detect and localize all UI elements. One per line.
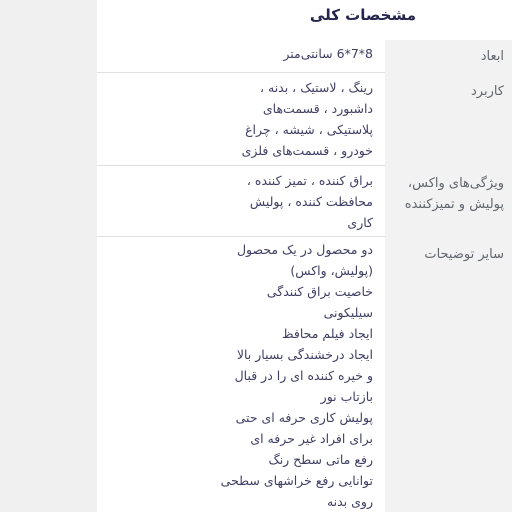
spec-row-usage bbox=[97, 73, 512, 166]
section-title: مشخصات کلی bbox=[309, 6, 416, 24]
spec-label: کاربرد bbox=[470, 84, 504, 99]
spec-label-cell bbox=[385, 40, 512, 73]
page-background-strip bbox=[0, 0, 97, 512]
spec-value-line: ایجاد فیلم محافظ bbox=[282, 326, 373, 341]
spec-value-line: رفع ماتی سطح رنگ bbox=[268, 452, 373, 467]
spec-label-cell bbox=[385, 166, 512, 237]
spec-value-cell bbox=[97, 73, 385, 166]
spec-label: ویژگی‌های واکس، bbox=[407, 176, 504, 191]
spec-label-cell bbox=[385, 73, 512, 166]
spec-value-line: سیلیکونی bbox=[323, 305, 373, 320]
spec-row-other-notes bbox=[97, 237, 512, 512]
spec-row-features bbox=[97, 166, 512, 237]
general-specs-panel bbox=[97, 0, 512, 512]
spec-value-cell bbox=[97, 237, 385, 512]
spec-label: سایر توضیحات bbox=[424, 247, 504, 262]
spec-label: پولیش و تمیزکننده bbox=[404, 197, 504, 212]
spec-label: ابعاد bbox=[480, 49, 504, 64]
spec-value-line: خودرو ، قسمت‌های فلزی bbox=[241, 143, 373, 158]
spec-value-line: (پولیش، واکس) bbox=[290, 263, 373, 278]
spec-value-cell bbox=[97, 166, 385, 237]
spec-label-cell bbox=[385, 237, 512, 512]
spec-value-line: براق کننده ، تمیز کننده ، bbox=[246, 173, 373, 188]
spec-value-line: خاصیت براق کنندگی bbox=[266, 284, 373, 299]
spec-value-line: داشبورد ، قسمت‌های bbox=[262, 101, 373, 116]
spec-value-line: محافظت کننده ، پولیش bbox=[249, 194, 373, 209]
spec-value-line: ایجاد درخشندگی بسیار بالا bbox=[236, 347, 373, 362]
spec-value-line: پولیش کاری حرفه ای حتی bbox=[235, 410, 373, 425]
spec-value-line: توانایی رفع خراشهای سطحی bbox=[220, 473, 373, 488]
spec-value-line: دو محصول در یک محصول bbox=[236, 242, 373, 257]
spec-value-line: رینگ ، لاستیک ، بدنه ، bbox=[259, 80, 373, 95]
spec-value-line: روی بدنه bbox=[326, 494, 373, 509]
spec-value-line: و خیره کننده ای را در قبال bbox=[234, 368, 373, 383]
spec-value-cell bbox=[97, 40, 385, 73]
spec-value-line: برای افراد غیر حرفه ای bbox=[250, 431, 373, 446]
spec-value-line: بازتاب نور bbox=[320, 389, 373, 404]
spec-value-line: 8*7*6 سانتی‌متر bbox=[283, 46, 373, 61]
spec-row-dimensions bbox=[97, 40, 512, 73]
spec-value-line: کاری bbox=[347, 215, 373, 230]
spec-value-line: پلاستیکی ، شیشه ، چراغ bbox=[245, 122, 373, 137]
